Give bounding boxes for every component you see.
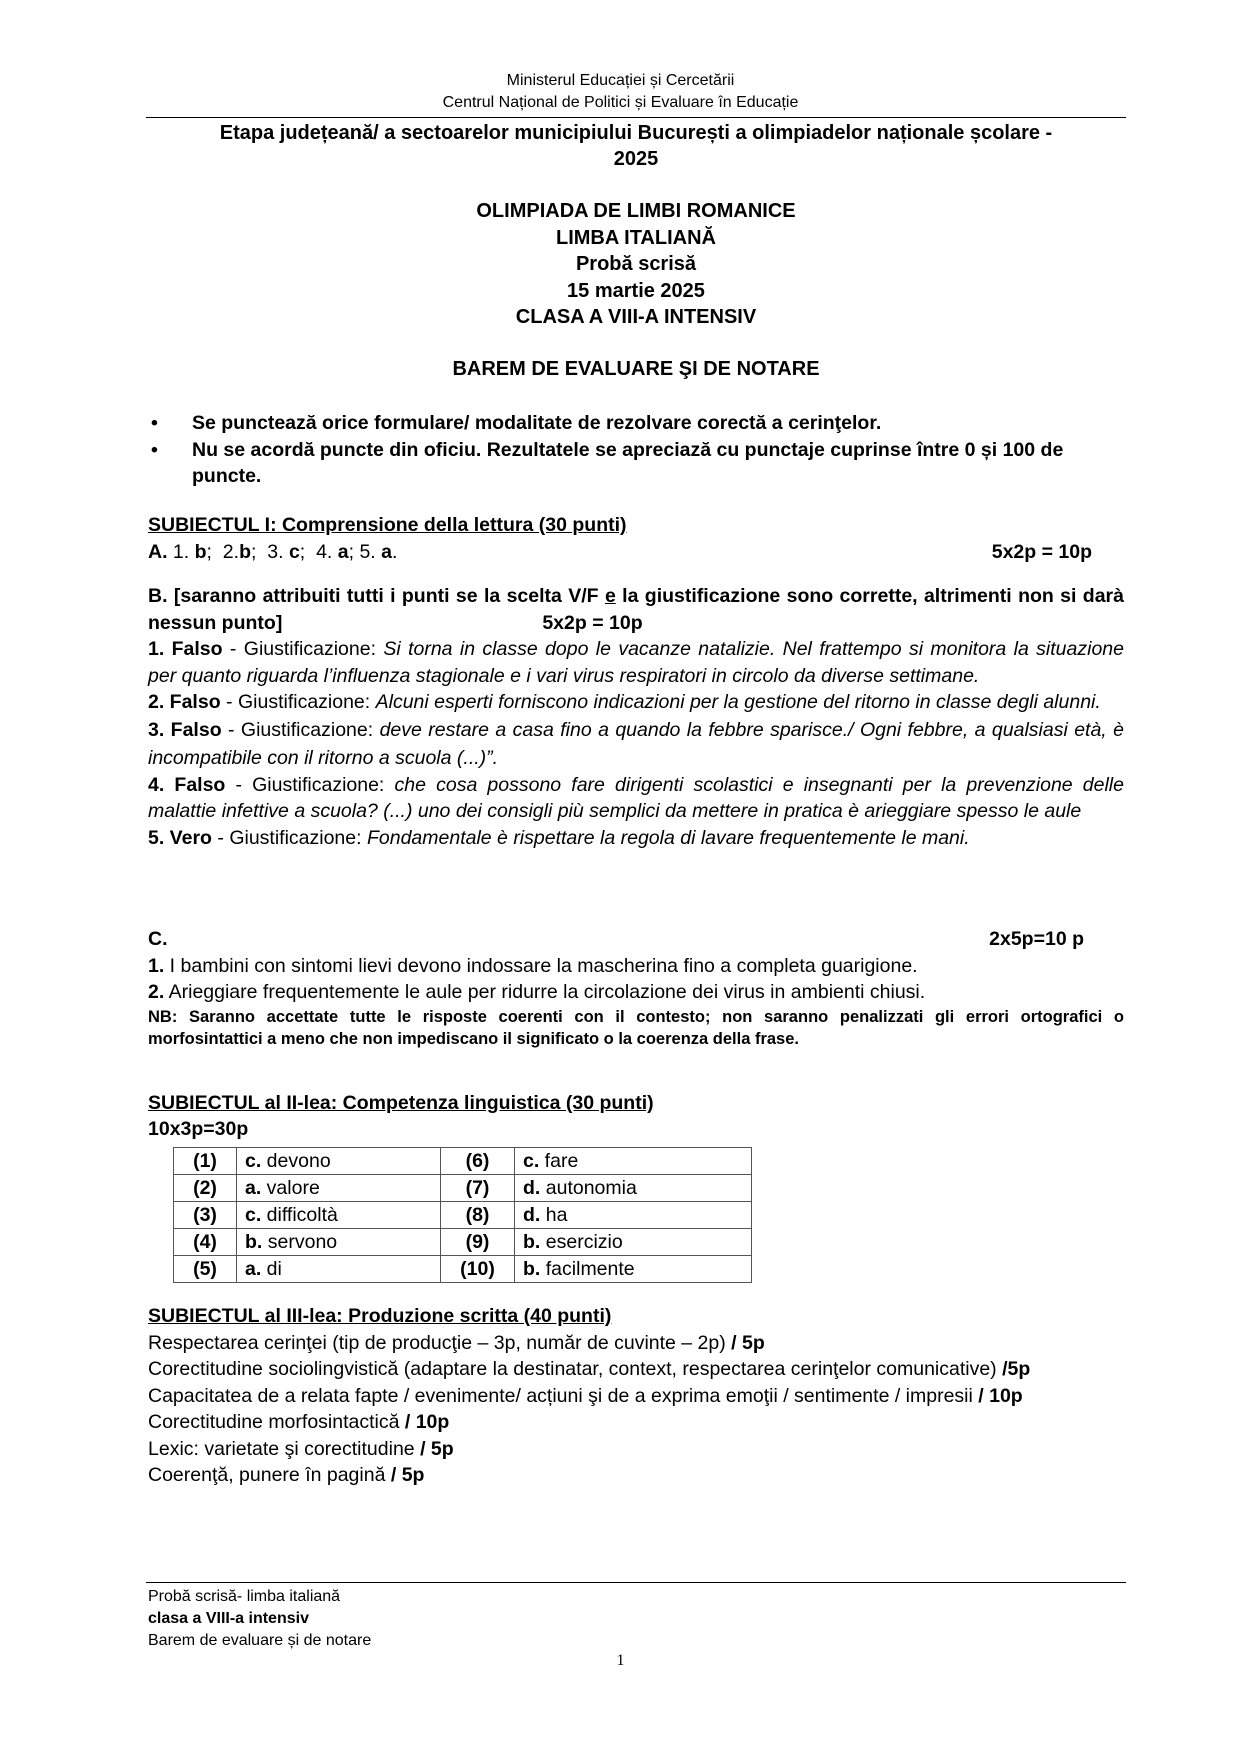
justification-quote: Fondamentale è rispettare la regola di lavare frequentemente le mani. — [366, 826, 970, 849]
answer-letter: c. — [523, 1150, 540, 1172]
criterion-points: / 5p — [420, 1437, 454, 1460]
rule-text: Nu se acordă puncte din oficiu. Rezultatele se apreciază cu punctaje cuprinse între 0 și 100 de puncte. — [192, 438, 1064, 487]
bullet-icon: • — [151, 438, 158, 461]
part-a-label: A. — [148, 540, 168, 563]
justification-label: Giustificazione: — [252, 773, 385, 796]
item-number: (4) — [174, 1229, 237, 1256]
part-b-instruction-post: la giustificazione sono corrette, altrimenti non si darà nessun punto] — [148, 585, 1124, 634]
part-c-row — [148, 926, 1124, 953]
stage-title — [146, 120, 1126, 172]
answer-letter: b — [239, 540, 251, 563]
footer-line-1: Probă scrisă- limba italiană — [148, 1588, 341, 1605]
justification-label: Giustificazione: — [237, 691, 371, 713]
ministry-name: Ministerul Educației și Cercetării — [506, 72, 735, 89]
answer-letter: a. — [245, 1258, 262, 1280]
answer-letter: a. — [245, 1177, 262, 1199]
criterion-points: / 5p — [390, 1464, 425, 1486]
criterion-text: Respectarea cerinţei (tip de producţie – 3p, număr de cuvinte – 2p) — [148, 1331, 732, 1354]
justification-quote: Alcuni esperti forniscono indicazioni per la gestione del ritorno in classe degli alunni. — [375, 691, 1101, 713]
criterion-points: /5p — [1002, 1358, 1031, 1380]
answer-letter: b. — [523, 1231, 541, 1253]
criterion-points: / 10p — [404, 1411, 450, 1433]
table-row — [174, 1256, 752, 1283]
olympiad-title: OLIMPIADA DE LIMBI ROMANICE — [476, 200, 796, 222]
rule-item — [148, 437, 1124, 490]
item-answer — [515, 1229, 752, 1256]
answer-end: ; — [299, 540, 317, 563]
criterion-points: / 5p — [731, 1331, 765, 1354]
answer-number: 3. — [267, 540, 284, 563]
table-row — [174, 1202, 752, 1229]
answer-word: servono — [262, 1231, 338, 1253]
true-false-answer: 5. Vero — [148, 826, 212, 849]
criterion-item — [148, 1409, 1124, 1436]
answer-word: valore — [261, 1177, 320, 1199]
answer-word: fare — [539, 1150, 579, 1172]
answer-number: 1. — [172, 540, 190, 563]
language-title: LIMBA ITALIANĂ — [556, 226, 716, 249]
header-divider — [146, 117, 1126, 118]
answer-end: ; — [206, 540, 223, 563]
rule-item — [148, 410, 1124, 437]
item-number: (5) — [174, 1256, 237, 1283]
answer-letter: b — [194, 540, 207, 563]
true-false-item — [148, 772, 1124, 825]
subject1-section — [148, 512, 1124, 565]
part-c-item-num: 2. — [148, 981, 165, 1003]
part-a-row — [148, 539, 1124, 566]
answer-word: difficoltà — [261, 1204, 338, 1226]
item-number: (10) — [441, 1256, 515, 1283]
separator: - — [221, 718, 241, 741]
answer-word: esercizio — [540, 1231, 623, 1253]
criterion-item — [148, 1462, 1124, 1489]
true-false-item — [148, 825, 1124, 852]
part-b-score: 5x2p = 10p — [542, 611, 643, 634]
part-b-instruction-emph: e — [604, 585, 616, 607]
criterion-text: Corectitudine morfosintactică — [148, 1411, 405, 1433]
item-answer — [515, 1148, 752, 1175]
item-number: (7) — [441, 1175, 515, 1202]
grade-title: CLASA A VIII-A INTENSIV — [515, 306, 757, 328]
answer-letter: d. — [523, 1204, 541, 1226]
answer-letter: a — [337, 540, 349, 563]
answer-word: devono — [261, 1150, 331, 1172]
answer-number: 5. — [359, 540, 376, 563]
answer-word: ha — [540, 1204, 568, 1226]
rules-list — [148, 410, 1124, 490]
item-answer — [237, 1148, 441, 1175]
answer-item — [173, 541, 223, 563]
answer-item — [267, 541, 316, 563]
answer-word: di — [261, 1258, 282, 1280]
subject3-heading: SUBIECTUL al III-lea: Produzione scritta (40 punti) — [148, 1305, 612, 1327]
item-number: (8) — [441, 1202, 515, 1229]
rule-text: Se punctează orice formulare/ modalitate de rezolvare corectă a cerinţelor. — [192, 412, 882, 434]
answer-number: 4. — [316, 540, 333, 563]
criterion-item — [148, 1356, 1124, 1383]
answer-end: . — [392, 540, 398, 563]
part-c-item-text: I bambini con sintomi lievi devono indossare la mascherina fino a completa guarigione. — [164, 954, 918, 977]
item-answer — [237, 1175, 441, 1202]
subject2-score: 10x3p=30p — [148, 1117, 249, 1140]
true-false-item — [148, 716, 1124, 772]
item-number: (2) — [174, 1175, 237, 1202]
answer-letter: b. — [523, 1258, 541, 1280]
justification-quote: che cosa possono fare dirigenti scolastici e insegnanti per la prevenzione delle malattie infettive a scuola? (...) uno dei consigli più semplici da mettere in pratica è arieggiare spesso le aule — [148, 773, 1124, 822]
subject2-heading: SUBIECTUL al II-lea: Competenza linguistica (30 punti) — [148, 1092, 654, 1114]
page-number: 1 — [616, 1652, 625, 1669]
part-c-item — [148, 953, 1124, 980]
true-false-item — [148, 689, 1124, 716]
answer-item — [223, 541, 267, 563]
part-b-section — [148, 583, 1124, 851]
answer-letter: b. — [245, 1231, 263, 1253]
title-block — [146, 198, 1126, 331]
table-row — [174, 1229, 752, 1256]
part-a-answers — [173, 541, 398, 563]
part-c-score: 2x5p=10 p — [989, 928, 1084, 950]
justification-label: Giustificazione: — [243, 638, 377, 660]
criterion-points: / 10p — [978, 1384, 1023, 1407]
table-row — [174, 1148, 752, 1175]
table-row — [174, 1175, 752, 1202]
part-b-instruction — [148, 583, 1124, 636]
stage-title-line2: 2025 — [613, 148, 659, 170]
part-c-label: C. — [148, 928, 168, 950]
answer-letter: d. — [523, 1177, 541, 1199]
answer-item — [359, 541, 397, 563]
item-answer — [237, 1202, 441, 1229]
criterion-text: Coerenţă, punere în pagină — [148, 1464, 391, 1486]
item-number: (1) — [174, 1148, 237, 1175]
criterion-text: Capacitatea de a relata fapte / evenimente/ acțiuni şi de a exprima emoţii / sentimente / impresii — [148, 1384, 979, 1407]
nb-label: NB: — [148, 1007, 178, 1026]
item-answer — [515, 1202, 752, 1229]
part-c-section — [148, 926, 1124, 1050]
justification-label: Giustificazione: — [229, 826, 362, 849]
true-false-answer: 3. Falso — [148, 718, 222, 741]
center-name: Centrul Național de Politici și Evaluare în Educație — [442, 94, 799, 111]
part-c-item — [148, 979, 1124, 1006]
criterion-text: Corectitudine sociolingvistică (adaptare la destinatar, context, respectarea cerinţelor comunicative) — [148, 1358, 1003, 1380]
part-c-item-num: 1. — [148, 954, 165, 977]
footer-divider — [146, 1582, 1126, 1583]
item-answer — [515, 1175, 752, 1202]
answer-letter: c. — [245, 1150, 262, 1172]
item-number: (6) — [441, 1148, 515, 1175]
nb-text: Saranno accettate tutte le risposte coerenti con il contesto; non saranno penalizzati gli errori ortografici o morfosintattici a meno che non impediscano il significato o la coerenza della frase. — [148, 1007, 1124, 1048]
item-answer — [237, 1256, 441, 1283]
footer-line-3: Barem de evaluare și de notare — [148, 1632, 372, 1649]
answer-item — [316, 541, 359, 563]
test-type: Probă scrisă — [575, 253, 697, 275]
criterion-item — [148, 1383, 1124, 1410]
answer-end: ; — [348, 540, 360, 563]
item-answer — [237, 1229, 441, 1256]
justification-label: Giustificazione: — [240, 718, 374, 741]
answers-table — [173, 1147, 752, 1283]
part-b-items — [148, 636, 1124, 851]
subject2-section — [148, 1090, 1124, 1141]
answer-word: facilmente — [540, 1258, 635, 1280]
part-b-instruction-pre: B. [saranno attribuiti tutti i punti se la scelta V/F — [148, 585, 605, 607]
subject3-section — [148, 1303, 1124, 1489]
part-c-item-text: Arieggiare frequentemente le aule per ridurre la circolazione dei virus in ambienti chiusi. — [164, 981, 926, 1003]
footer-line-2: clasa a VIII-a intensiv — [148, 1610, 309, 1627]
item-answer — [515, 1256, 752, 1283]
separator: - — [222, 638, 244, 660]
answer-word: autonomia — [540, 1177, 637, 1199]
true-false-answer: 4. Falso — [148, 773, 226, 796]
answer-letter: c. — [245, 1204, 262, 1226]
separator: - — [211, 826, 230, 849]
justification-quote: deve restare a casa fino a quando la febbre sparisce./ Ogni febbre, a qualsiasi età, è incompatibile con il ritorno a scuola (...)”. — [148, 718, 1124, 769]
nb-note — [148, 1006, 1124, 1050]
part-a-score: 5x2p = 10p — [991, 540, 1092, 563]
true-false-answer: 1. Falso — [148, 638, 223, 660]
document-title: BAREM DE EVALUARE ŞI DE NOTARE — [452, 358, 820, 380]
space — [384, 774, 394, 796]
answer-letter: a — [381, 540, 392, 563]
criteria-list — [148, 1330, 1124, 1489]
criterion-text: Lexic: varietate şi corectitudine — [148, 1437, 421, 1460]
item-number: (3) — [174, 1202, 237, 1229]
justification-quote: Si torna in classe dopo le vacanze natalizie. Nel frattempo si monitora la situazione per quanto riguarda l’influenza stagionale e i vari virus respiratori in circolo da diverse settimane. — [148, 638, 1124, 687]
exam-date: 15 martie 2025 — [567, 279, 705, 302]
answer-end: ; — [250, 540, 268, 563]
subject1-heading: SUBIECTUL I: Comprensione della lettura (30 punti) — [148, 514, 627, 536]
answer-number: 2. — [222, 540, 240, 563]
criterion-item — [148, 1436, 1124, 1463]
criterion-item — [148, 1330, 1124, 1357]
item-number: (9) — [441, 1229, 515, 1256]
true-false-answer: 2. Falso — [148, 691, 221, 713]
answer-letter: c — [288, 540, 300, 563]
bullet-icon: • — [151, 412, 158, 434]
true-false-item — [148, 636, 1124, 689]
separator: - — [220, 691, 238, 713]
separator: - — [225, 773, 253, 796]
stage-title-line1: Etapa județeană/ a sectoarelor municipiului București a olimpiadelor naționale școlare - — [219, 122, 1053, 144]
